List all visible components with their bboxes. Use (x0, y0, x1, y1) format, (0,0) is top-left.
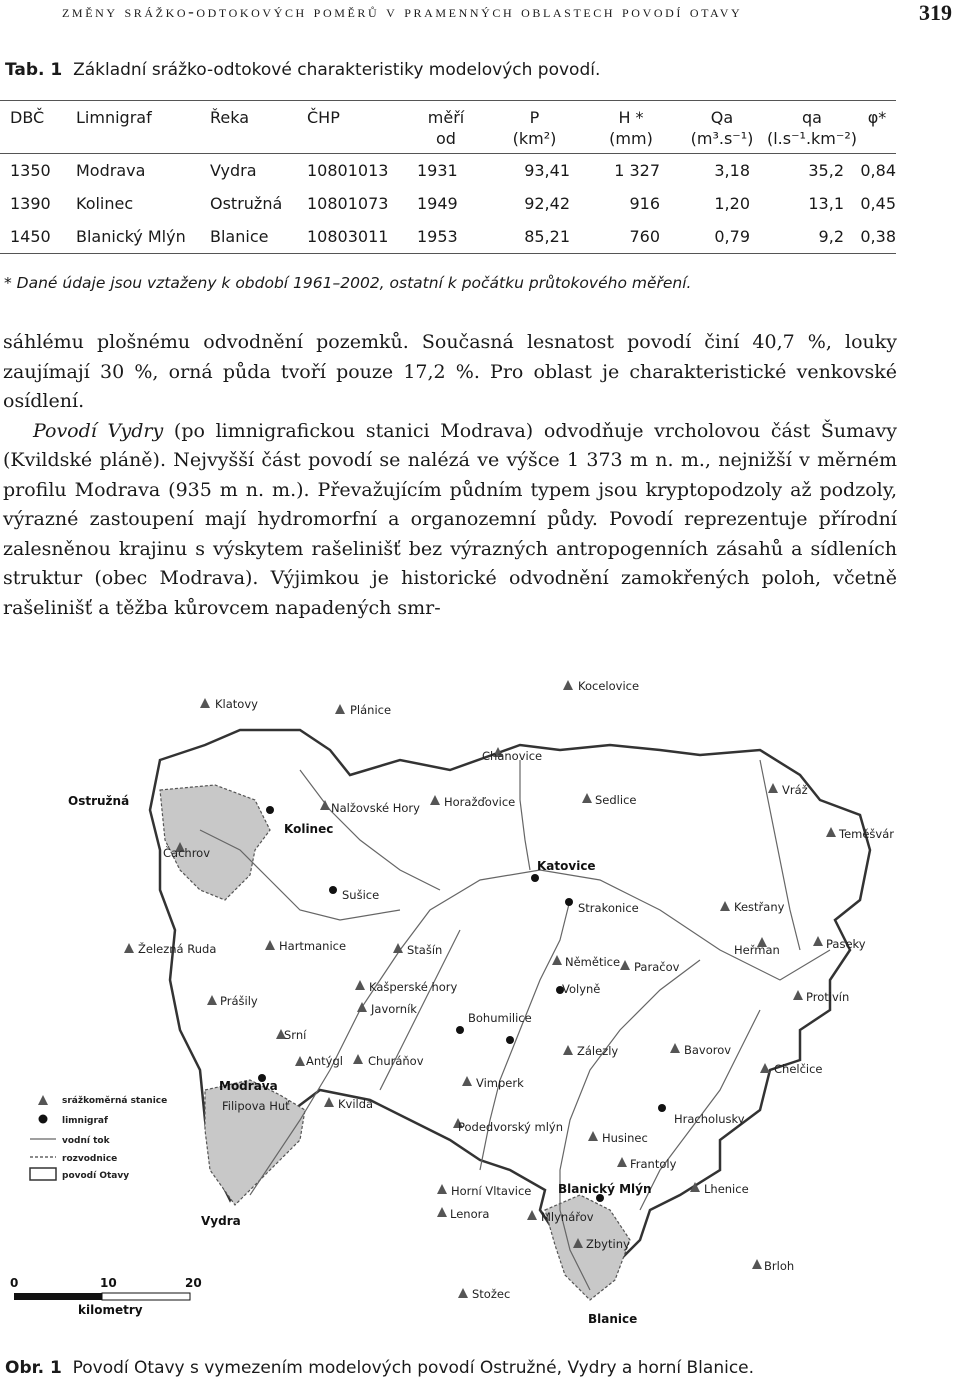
svg-text:Blanický Mlýn: Blanický Mlýn (558, 1182, 652, 1196)
svg-text:Sušice: Sušice (342, 888, 380, 902)
characteristics-table (0, 100, 896, 254)
otava-basin-map (0, 650, 960, 1350)
col-chp: ČHP (307, 108, 340, 127)
table-caption-text: Základní srážko-odtokové charakteristiky modelových povodí. (73, 60, 601, 80)
svg-text:Stašín: Stašín (407, 943, 443, 957)
place-marker (482, 747, 542, 763)
svg-text:Kolinec: Kolinec (284, 822, 334, 836)
map-label-blanice: Blanice (588, 1312, 638, 1326)
table-row: 1350 Modrava Vydra 10801013 1931 93,41 1 327 3,18 35,2 0,84 (10, 161, 896, 180)
place-marker (527, 1210, 594, 1224)
svg-text:Churáňov: Churáňov (368, 1054, 424, 1068)
svg-text:Bavorov: Bavorov (684, 1043, 732, 1057)
basin-name: Povodí Vydry (33, 419, 164, 442)
col-p: P (km²) (512, 108, 557, 148)
table-row: 1450 Blanický Mlýn Blanice 10803011 1953 85,21 760 0,79 9,2 0,38 (10, 227, 896, 246)
svg-text:vodní tok: vodní tok (62, 1136, 110, 1146)
svg-text:Vimperk: Vimperk (476, 1076, 524, 1090)
svg-text:Mlynářov: Mlynářov (541, 1210, 594, 1224)
svg-text:Husinec: Husinec (602, 1131, 648, 1145)
svg-text:Katovice: Katovice (537, 859, 596, 873)
svg-text:Protivín: Protivín (806, 990, 850, 1004)
svg-text:Paračov: Paračov (634, 960, 680, 974)
paragraph: sáhlému plošnému odvodnění pozemků. Současná lesnatost povodí činí 40,7 %, louky zaujímají 30 %, orná půda tvoří pouze 17,2 %. Pro oblast je charakteristické venkovské osídlení. (3, 331, 897, 412)
running-title: změny srážko-odtokových poměrů v pramenných oblastech povodí otavy (62, 2, 743, 21)
svg-text:0: 0 (10, 1276, 19, 1290)
col-limnigraf: Limnigraf (76, 108, 152, 127)
svg-text:Lenora: Lenora (450, 1207, 490, 1221)
place-marker (200, 697, 258, 711)
svg-text:Teměšvár: Teměšvár (839, 827, 894, 841)
table-footnote: * Dané údaje jsou vztaženy k období 1961–2002, ostatní k počátku průtokového měření. (4, 274, 692, 292)
body-text (3, 328, 897, 623)
svg-text:Klatovy: Klatovy (215, 697, 258, 711)
svg-text:Kašperské hory: Kašperské hory (369, 980, 458, 994)
col-h: H * (mm) (609, 108, 653, 148)
place-marker (437, 1184, 531, 1198)
svg-text:Volyně: Volyně (562, 982, 601, 996)
place-marker (752, 1259, 794, 1273)
place-marker (124, 941, 216, 956)
svg-text:Zálezly: Zálezly (577, 1044, 619, 1058)
svg-text:Horní Vltavice: Horní Vltavice (451, 1184, 532, 1198)
svg-text:Antýgl: Antýgl (306, 1054, 343, 1068)
table-row: 1390 Kolinec Ostružná 10801073 1949 92,42 916 1,20 13,1 0,45 (10, 194, 896, 213)
svg-text:Plánice: Plánice (350, 703, 392, 717)
svg-text:kilometry: kilometry (78, 1303, 143, 1317)
svg-text:20: 20 (185, 1276, 202, 1290)
svg-text:Srní: Srní (284, 1028, 307, 1042)
col-reka: Řeka (210, 108, 250, 127)
svg-text:limnigraf: limnigraf (62, 1116, 108, 1126)
scale-bar (10, 1276, 202, 1317)
svg-text:Chelčice: Chelčice (774, 1062, 823, 1076)
table-body (0, 154, 896, 254)
svg-text:Hracholusky: Hracholusky (674, 1112, 745, 1126)
svg-text:Vráž: Vráž (782, 783, 808, 797)
place-marker (563, 679, 639, 693)
svg-text:Zbytiny: Zbytiny (586, 1237, 630, 1251)
svg-text:Brloh: Brloh (764, 1259, 795, 1273)
svg-text:Lhenice: Lhenice (704, 1182, 749, 1196)
svg-text:Hartmanice: Hartmanice (279, 939, 347, 953)
paragraph: Povodí Vydry (po limnigrafickou stanici Modrava) odvodňuje vrcholovou část Šumavy (Kvildské pláně). Nejvyšší část povodí se nalézá ve výšce 1 373 m n. m., nejnižší v měrném profilu Modrava (935 m n. m.). Převažujícím půdním typem jsou kryptopodzoly až podzoly, výrazné zastoupení mají hydromorfní a organozemní půdy. Povodí reprezentuje přírodní zalesněnou krajinu s výskytem rašelinišť bez výrazných antropogenních zásahů a sídleních struktur (obec Modrava). Výjimkou je historické odvodnění zamokřených poloh, včetně rašelinišť a těžba kůrovcem napadených smr- (3, 419, 897, 619)
map-legend (30, 1095, 167, 1181)
svg-text:Prášily: Prášily (220, 994, 258, 1008)
svg-text:Javorník: Javorník (371, 1002, 417, 1016)
svg-text:rozvodnice: rozvodnice (62, 1154, 118, 1164)
running-head (0, 0, 960, 24)
svg-text:Kvilda: Kvilda (338, 1097, 374, 1111)
svg-text:Kestřany: Kestřany (734, 900, 785, 914)
place-marker (556, 982, 600, 996)
svg-text:Železná Ruda: Železná Ruda (138, 942, 217, 956)
col-qsa: qa (l.s⁻¹.km⁻²) (766, 108, 857, 148)
svg-text:Sedlice: Sedlice (595, 793, 637, 807)
place-marker (437, 1207, 489, 1221)
svg-text:srážkoměrná stanice: srážkoměrná stanice (62, 1096, 168, 1106)
figure-caption-text: Povodí Otavy s vymezením modelových povodí Ostružné, Vydry a horní Blanice. (72, 1358, 755, 1378)
svg-text:Němětice: Němětice (565, 955, 621, 969)
svg-text:Nalžovské Hory: Nalžovské Hory (331, 801, 420, 815)
map-label-filipova-hut: Filipova Huť (222, 1099, 290, 1113)
figure-label: Obr. 1 (5, 1358, 62, 1378)
svg-text:10: 10 (100, 1276, 117, 1290)
table-label: Tab. 1 (5, 60, 63, 80)
svg-text:Strakonice: Strakonice (578, 901, 639, 915)
svg-text:povodí Otavy: povodí Otavy (62, 1171, 130, 1181)
map-label-ostruzna: Ostružná (68, 794, 130, 808)
table-caption (5, 60, 600, 80)
map-svg (0, 650, 960, 1350)
col-qa: Qa (m³.s⁻¹) (690, 108, 754, 148)
place-marker (320, 800, 420, 815)
figure-caption (5, 1358, 754, 1378)
svg-text:Podedvorský mlýn: Podedvorský mlýn (458, 1120, 563, 1134)
svg-text:Stožec: Stožec (472, 1287, 511, 1301)
place-marker (453, 1118, 563, 1134)
svg-text:Heřman: Heřman (734, 943, 780, 957)
place-marker (458, 1287, 510, 1301)
svg-text:Bohumilice: Bohumilice (468, 1011, 532, 1025)
col-phi: φ* (867, 108, 887, 127)
svg-text:Frantoly: Frantoly (630, 1157, 677, 1171)
map-label-vydra: Vydra (201, 1214, 241, 1228)
svg-text:Čachrov: Čachrov (163, 846, 211, 860)
place-marker (355, 980, 458, 994)
svg-text:Paseky: Paseky (826, 937, 866, 951)
page-number: 319 (919, 0, 952, 25)
svg-text:Chanovice: Chanovice (482, 749, 543, 763)
svg-text:Horažďovice: Horažďovice (444, 795, 516, 809)
svg-text:Modrava: Modrava (219, 1079, 278, 1093)
table-header (0, 101, 896, 154)
svg-text:Kocelovice: Kocelovice (578, 679, 640, 693)
col-meri-od: měří od (427, 108, 465, 148)
place-marker (335, 703, 391, 717)
place-marker (324, 1097, 373, 1111)
col-dbc: DBČ (10, 108, 45, 127)
